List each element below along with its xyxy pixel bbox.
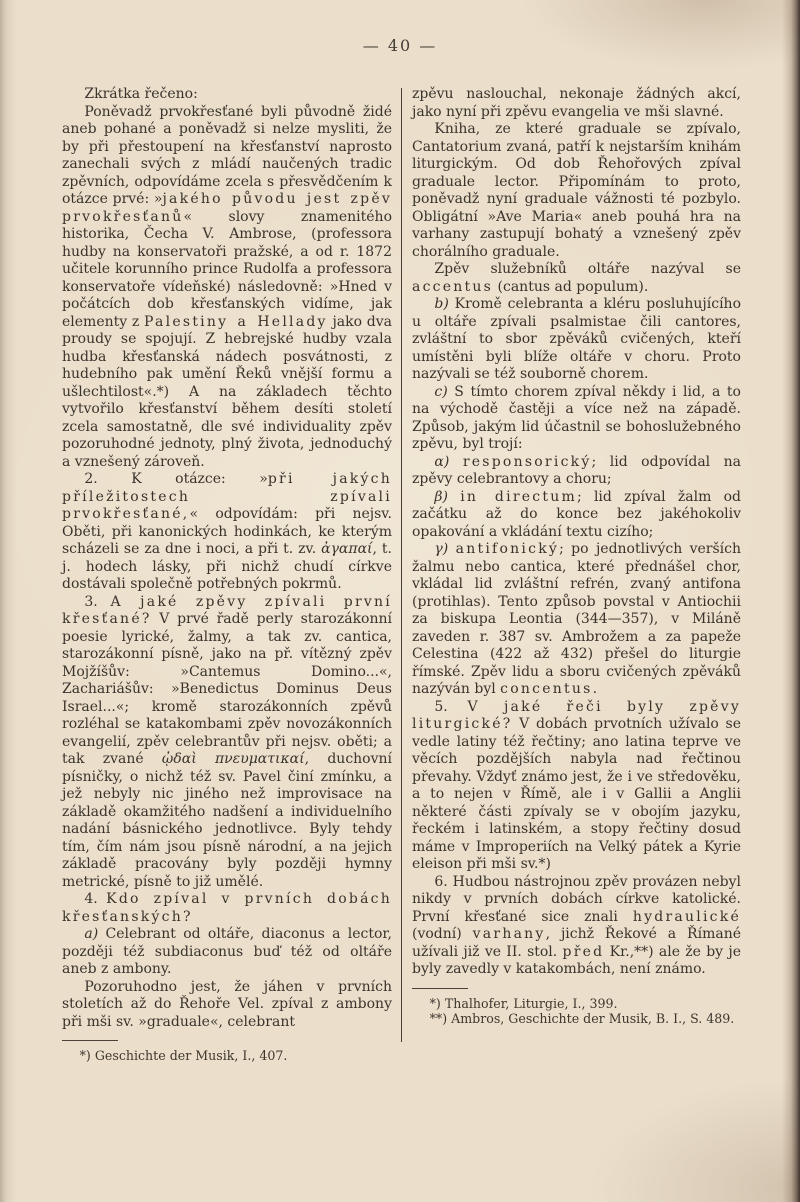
text-run: Kniha, ze které graduale se zpívalo, Cantatorium zvaná, patří k nejstarším knihám liturgickým. Od dob Řehořových zpíval graduale lector. Připomínám to proto, poněvadž nyní graduale vážnosti té pozbylo. Obligátní »Ave Maria« aneb pouhá hra na varhany zastupují bohatý a vznešený zpěv chorálního graduale. bbox=[412, 121, 741, 260]
text-run bbox=[448, 541, 455, 557]
footnote: **) Ambros, Geschichte der Musik, B. I., S. 489. bbox=[429, 1011, 735, 1026]
text-run: V prvé řadě perly starozákonní poesie lyrické, žalmy, a tak zv. cantica, starozákonní písně, jako na př. vítězný zpěv Mojžíšův: »Cantemus Domino...«, Zachariášův: »Benedictus Dominus Deus Israel...«; kromě starozákonních zpěvů rozléhal se katakombami zpěv novozákonních evangelií, zpěv celebrantův při nejsv. oběti; a tak zvané bbox=[62, 611, 392, 767]
text-run: Zkrátka řečeno: bbox=[84, 86, 198, 102]
text-run: concentus bbox=[500, 681, 593, 697]
paragraph bbox=[62, 86, 392, 104]
paragraph bbox=[62, 979, 392, 1032]
text-run: V jaké řeči byly zpěvy liturgické? bbox=[412, 698, 741, 732]
text-run: responsorický bbox=[462, 453, 592, 470]
text-run: Kdo zpíval v prvních dobách křesťanských? bbox=[62, 891, 392, 925]
text-run: β) bbox=[434, 488, 448, 505]
text-run: ; po jednotlivých verších žalmu nebo cantica, které přednášel chor, vkládal lid zvláštní refrén, zvaný antifona (protihlas). Tento způsob povstal v Antiochii za biskupa Leontia (344—357), v Miláně zaveden r. 387 sv. Ambrožem a za papeže Celestina (422 až 432) přešel do liturgie římské. Zpěv lidu a sboru cvičených zpěváků nazýván byl bbox=[412, 541, 742, 697]
text-run: b) bbox=[434, 296, 449, 312]
text-run: (cantus ad populum). bbox=[493, 278, 649, 295]
text-run: A jaké zpěvy zpívali první křesťané? bbox=[62, 593, 393, 627]
paragraph bbox=[412, 874, 741, 979]
text-run: Zpěv služebníků oltáře nazýval se bbox=[434, 261, 741, 277]
paragraph bbox=[412, 296, 741, 384]
text-run: hydraulické bbox=[632, 908, 741, 925]
paragraph bbox=[412, 121, 741, 261]
text-run: α) bbox=[434, 453, 450, 470]
text-run: γ) bbox=[434, 541, 449, 557]
footnote-rule bbox=[62, 1040, 118, 1041]
text-run: . bbox=[592, 681, 598, 697]
right-column bbox=[412, 86, 741, 1027]
paragraph bbox=[412, 541, 741, 699]
text-run: 3. bbox=[84, 593, 111, 610]
text-run: jakého původu jest zpěv prvokřesťanů bbox=[62, 191, 393, 225]
text-run: Pozoruhodno jest, že jáhen v prvních stoletích až do Řehoře Vel. zpíval z ambony při mši sv. »graduale«, celebrant bbox=[62, 978, 392, 1030]
footnote: *) Geschichte der Musik, I., 407. bbox=[79, 1048, 288, 1063]
text-run: « slovy znamenitého historika, Čecha V. Ambrose, (professora hudby na konservatoři pražské, a od r. 1872 učitele korunního prince Rudolfa a professora konservatoře vídeňské) následovně: »Hned v počátcích dob křesťanských vidíme, jak elementy z bbox=[62, 208, 392, 330]
text-run: c) bbox=[434, 383, 448, 400]
text-run: 6. Hudbou nástrojnou zpěv provázen nebyl nikdy v prvních dobách církve katolické. První křesťané sice znali bbox=[412, 873, 741, 925]
text-run: ; lid zpíval žalm od začátku až do konce bez jakéhokoliv opakování a vkládání textu cizího; bbox=[412, 488, 742, 540]
text-run: a) bbox=[84, 926, 99, 942]
paragraph bbox=[62, 891, 392, 926]
text-run: accentus bbox=[412, 278, 494, 295]
text-run: Celebrant od oltáře, diaconus a lector, později též subdiaconus buď též od oltáře aneb z ambony. bbox=[62, 926, 392, 977]
text-run: ᾠδαὶ πνευματικαί bbox=[161, 751, 305, 767]
footnote: *) Thalhofer, Liturgie, I., 399. bbox=[429, 995, 618, 1011]
text-run: před bbox=[562, 943, 605, 960]
text-run: (vodní) bbox=[412, 926, 473, 942]
left-column bbox=[62, 86, 392, 1064]
text-run: V dobách prvotních užívalo se vedle latiny též řečtiny; ano latina teprve ve věcích pozdějších nabyla nad řečtinou převahy. Vždyť známo jest, že i ve středověku, a to nejen v Římě, ale i v Gallii a Anglii některé části zpívaly se v obojím jazyku, řeckém i latinském, a stopy řečtiny dosud máme v Improperiích na Velký pátek a Kyrie eleison při mši sv.*) bbox=[412, 716, 741, 872]
footnote-rule bbox=[412, 988, 468, 989]
paragraph bbox=[62, 926, 392, 979]
text-run: in directum bbox=[460, 488, 577, 505]
text-run: 5. bbox=[434, 698, 468, 715]
text-run: antifonický bbox=[455, 541, 560, 557]
text-run: 2. K otázce: » bbox=[84, 471, 268, 487]
text-run: ἀγαπαί bbox=[321, 541, 373, 557]
paragraph bbox=[62, 471, 392, 594]
text-columns bbox=[62, 86, 742, 1064]
paragraph bbox=[62, 104, 392, 472]
page-number: — 40 — bbox=[362, 36, 438, 55]
text-run: Kromě celebranta a kléru posluhujícího u oltáře zpívali psalmistae čili cantores, zvláštní to sbor zpěváků cvičených, kteří umístěni byli blíže oltáře v choru. Proto nazývali se též souborně chorem. bbox=[412, 296, 741, 382]
text-run bbox=[448, 489, 460, 505]
text-run: , t. j. hodech lásky, při nichž chudí církve dostávali společně potřebných pokrmů. bbox=[62, 541, 392, 592]
paragraph bbox=[412, 86, 741, 121]
text-run: Palestiny a Hellady bbox=[144, 313, 328, 330]
text-run: Kr.,**) ale že by je byly zavedly v katakombách, není známo. bbox=[412, 943, 741, 977]
text-run: jako dva proudy se spojují. Z hebrejské hudby vzala hudba křesťanská nádech posvátnosti, z hudebního pak umění Řeků vnější formu a ušlechtilost«.*) A na základech těchto vytvořilo křesťanství během desíti století zcela samostatně, dle své individuality zpěv pozoruhodné jednoty, plný života, jednoduchý a vznešený zároveň. bbox=[62, 313, 393, 470]
paragraph bbox=[412, 699, 741, 874]
text-run: « odpovídám: při nejsv. Oběti, při kanonických hodinkách, ke kterým scházeli se za dne i noci, a při t. zv. bbox=[62, 506, 392, 557]
paragraph bbox=[412, 489, 741, 542]
text-run: S tímto chorem zpíval někdy i lid, a to na východě častěji a více než na západě. Způsob, jakým lid účastnil se bohoslužebného zpěvu, byl trojí: bbox=[412, 383, 741, 452]
text-run: ; lid odpovídal na zpěvy celebrantovy a choru; bbox=[412, 453, 742, 487]
text-run: , duchovní písničky, o nichž též sv. Pavel činí zmínku, a jež nebyly nic jiného než improvisace na základě okamžitého nadšení a individuelního nadání básnického jednotlivce. Byly tehdy tím, čím nám jsou písně národní, a na jejich základě pracovány byly později hymny metrické, písně to již umělé. bbox=[62, 751, 393, 890]
text-run: varhany bbox=[472, 926, 546, 942]
text-run: zpěvu naslouchal, nekonaje žádných akcí, jako nyní při zpěvu evangelia ve mši slavné. bbox=[412, 86, 741, 120]
column-divider bbox=[401, 88, 402, 1042]
paragraph bbox=[412, 261, 741, 296]
paragraph bbox=[412, 384, 741, 454]
text-run: , jichž Řekové a Římané užívali již ve II. stol. bbox=[412, 926, 742, 960]
paragraph bbox=[412, 454, 741, 489]
text-run: Poněvadž prvokřesťané byli původně židé aneb pohané a poněvadž si nelze mysliti, že by při přestoupení na křesťanství naprosto zanechali svých z mládí naučených tradic zpěvních, odpovídáme zcela s přesvědčením k otázce prvé: » bbox=[62, 103, 392, 207]
text-run bbox=[449, 454, 463, 470]
text-run: při jakých příležitostech zpívali prvokřesťané, bbox=[62, 471, 392, 522]
paragraph bbox=[62, 594, 392, 892]
text-run: 4. bbox=[84, 891, 107, 907]
